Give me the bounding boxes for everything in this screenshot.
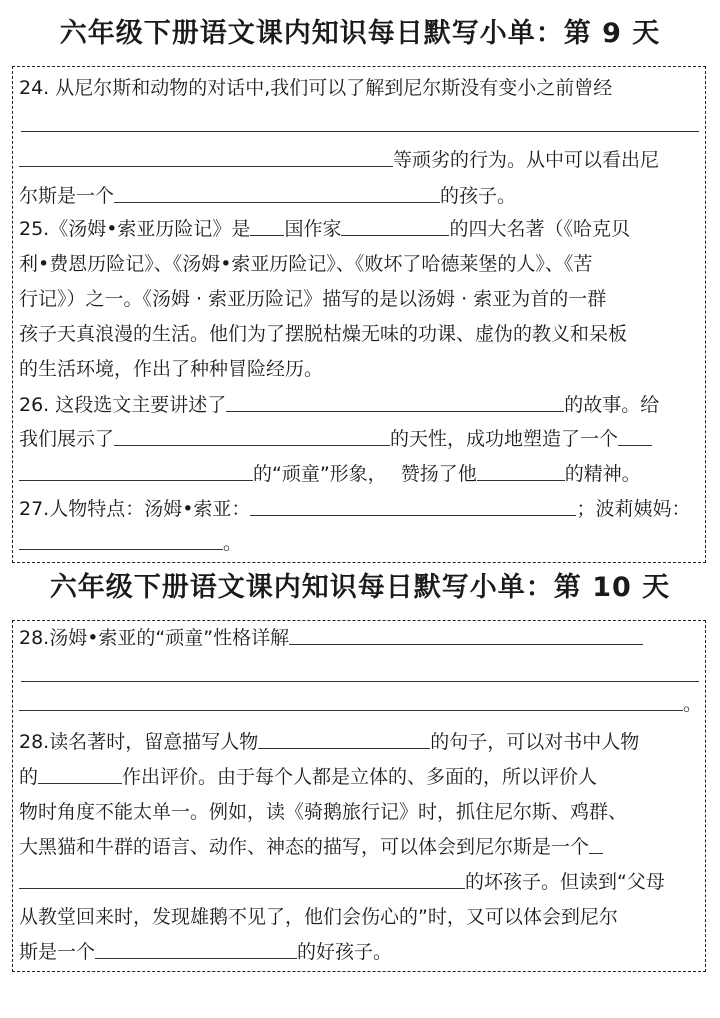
q25-line5: 的生活环境，作出了种种冒险经历。 — [19, 358, 324, 380]
q26-line2: 我们展示了 的天性，成功地塑造了一个 — [19, 426, 652, 452]
q28a-line3: 。 — [19, 691, 702, 717]
q24-line4: 尔斯是一个 的孩子。 — [19, 185, 517, 207]
q28a-line1: 28.汤姆•索亚的“顽童”性格详解 — [19, 625, 643, 651]
q25-line2: 利•费恩历险记》、《汤姆•索亚历险记》、《败坏了哈德莱堡的人》、《苦 — [19, 253, 593, 275]
q28b-blank-evaluate[interactable] — [38, 764, 122, 784]
q28b-blank-good[interactable] — [95, 939, 297, 959]
q28b-line5: 的坏孩子。但读到“父母 — [19, 869, 665, 895]
q28b-blank-describe[interactable] — [258, 729, 430, 749]
q26-blank-story[interactable] — [226, 392, 564, 412]
q24-blank-3[interactable] — [114, 183, 440, 203]
day9-worksheet-box — [12, 66, 706, 563]
q26-blank-spirit[interactable] — [477, 461, 565, 481]
q25-line3: 行记》）之一。《汤姆 · 索亚历险记》描写的是以汤姆 · 索亚为首的一群 — [19, 288, 607, 310]
q25-blank-author[interactable] — [341, 216, 449, 236]
q24-line1: 24. 从尼尔斯和动物的对话中,我们可以了解到尼尔斯没有变小之前曾经 — [19, 77, 613, 99]
q24-line3: 等顽劣的行为。从中可以看出尼 — [19, 147, 659, 173]
q27-line1: 27.人物特点：汤姆•索亚： ；波莉姨妈： — [19, 498, 691, 520]
q27-blank-polly[interactable] — [19, 530, 223, 550]
q25-line4: 孩子天真浪漫的生活。他们为了摆脱枯燥无味的功课、虚伪的教义和呆板 — [19, 323, 628, 345]
q24-blank-2[interactable] — [19, 147, 393, 167]
q28b-line2: 的 作出评价。由于每个人都是立体的、多面的，所以评价人 — [19, 766, 598, 788]
q25-line1: 25.《汤姆•索亚历险记》是 国作家 的四大名著（《哈克贝 — [19, 218, 630, 240]
q28b-blank-bad-a[interactable] — [589, 834, 603, 854]
q28b-line7: 斯是一个 的好孩子。 — [19, 941, 393, 963]
q28b-line6: 从教堂回来时，发现雄鹅不见了，他们会伤心的”时，又可以体会到尼尔 — [19, 906, 618, 928]
q26-blank-image-a[interactable] — [618, 426, 652, 446]
q28a-blank-1[interactable] — [289, 625, 643, 645]
q24-blank-1[interactable] — [21, 131, 699, 132]
q28b-line3: 物时角度不能太单一。例如，读《骑鹅旅行记》时，抓住尼尔斯、鸡群、 — [19, 801, 628, 823]
q28a-blank-3[interactable] — [19, 691, 683, 711]
q27-blank-tom[interactable] — [250, 496, 576, 516]
day10-title: 六年级下册语文课内知识每日默写小单：第 10 天 — [49, 572, 671, 603]
q26-line1: 26. 这段选文主要讲述了 的故事。给 — [19, 394, 660, 416]
q28b-line4: 大黑猫和牛群的语言、动作、神态的描写，可以体会到尼尔斯是一个 — [19, 834, 603, 860]
q25-blank-country[interactable] — [250, 216, 284, 236]
q26-blank-image-b[interactable] — [19, 461, 253, 481]
q28b-blank-bad-b[interactable] — [19, 869, 465, 889]
q26-blank-nature[interactable] — [114, 426, 390, 446]
day10-worksheet-box — [12, 620, 706, 972]
day9-title: 六年级下册语文课内知识每日默写小单：第 9 天 — [59, 18, 661, 49]
q26-line3: 的“顽童”形象， 赞扬了他 的精神。 — [19, 461, 641, 487]
q27-line2: 。 — [19, 530, 242, 556]
q28b-line1: 28.读名著时，留意描写人物 的句子，可以对书中人物 — [19, 731, 640, 753]
q28a-blank-2[interactable] — [21, 681, 699, 682]
